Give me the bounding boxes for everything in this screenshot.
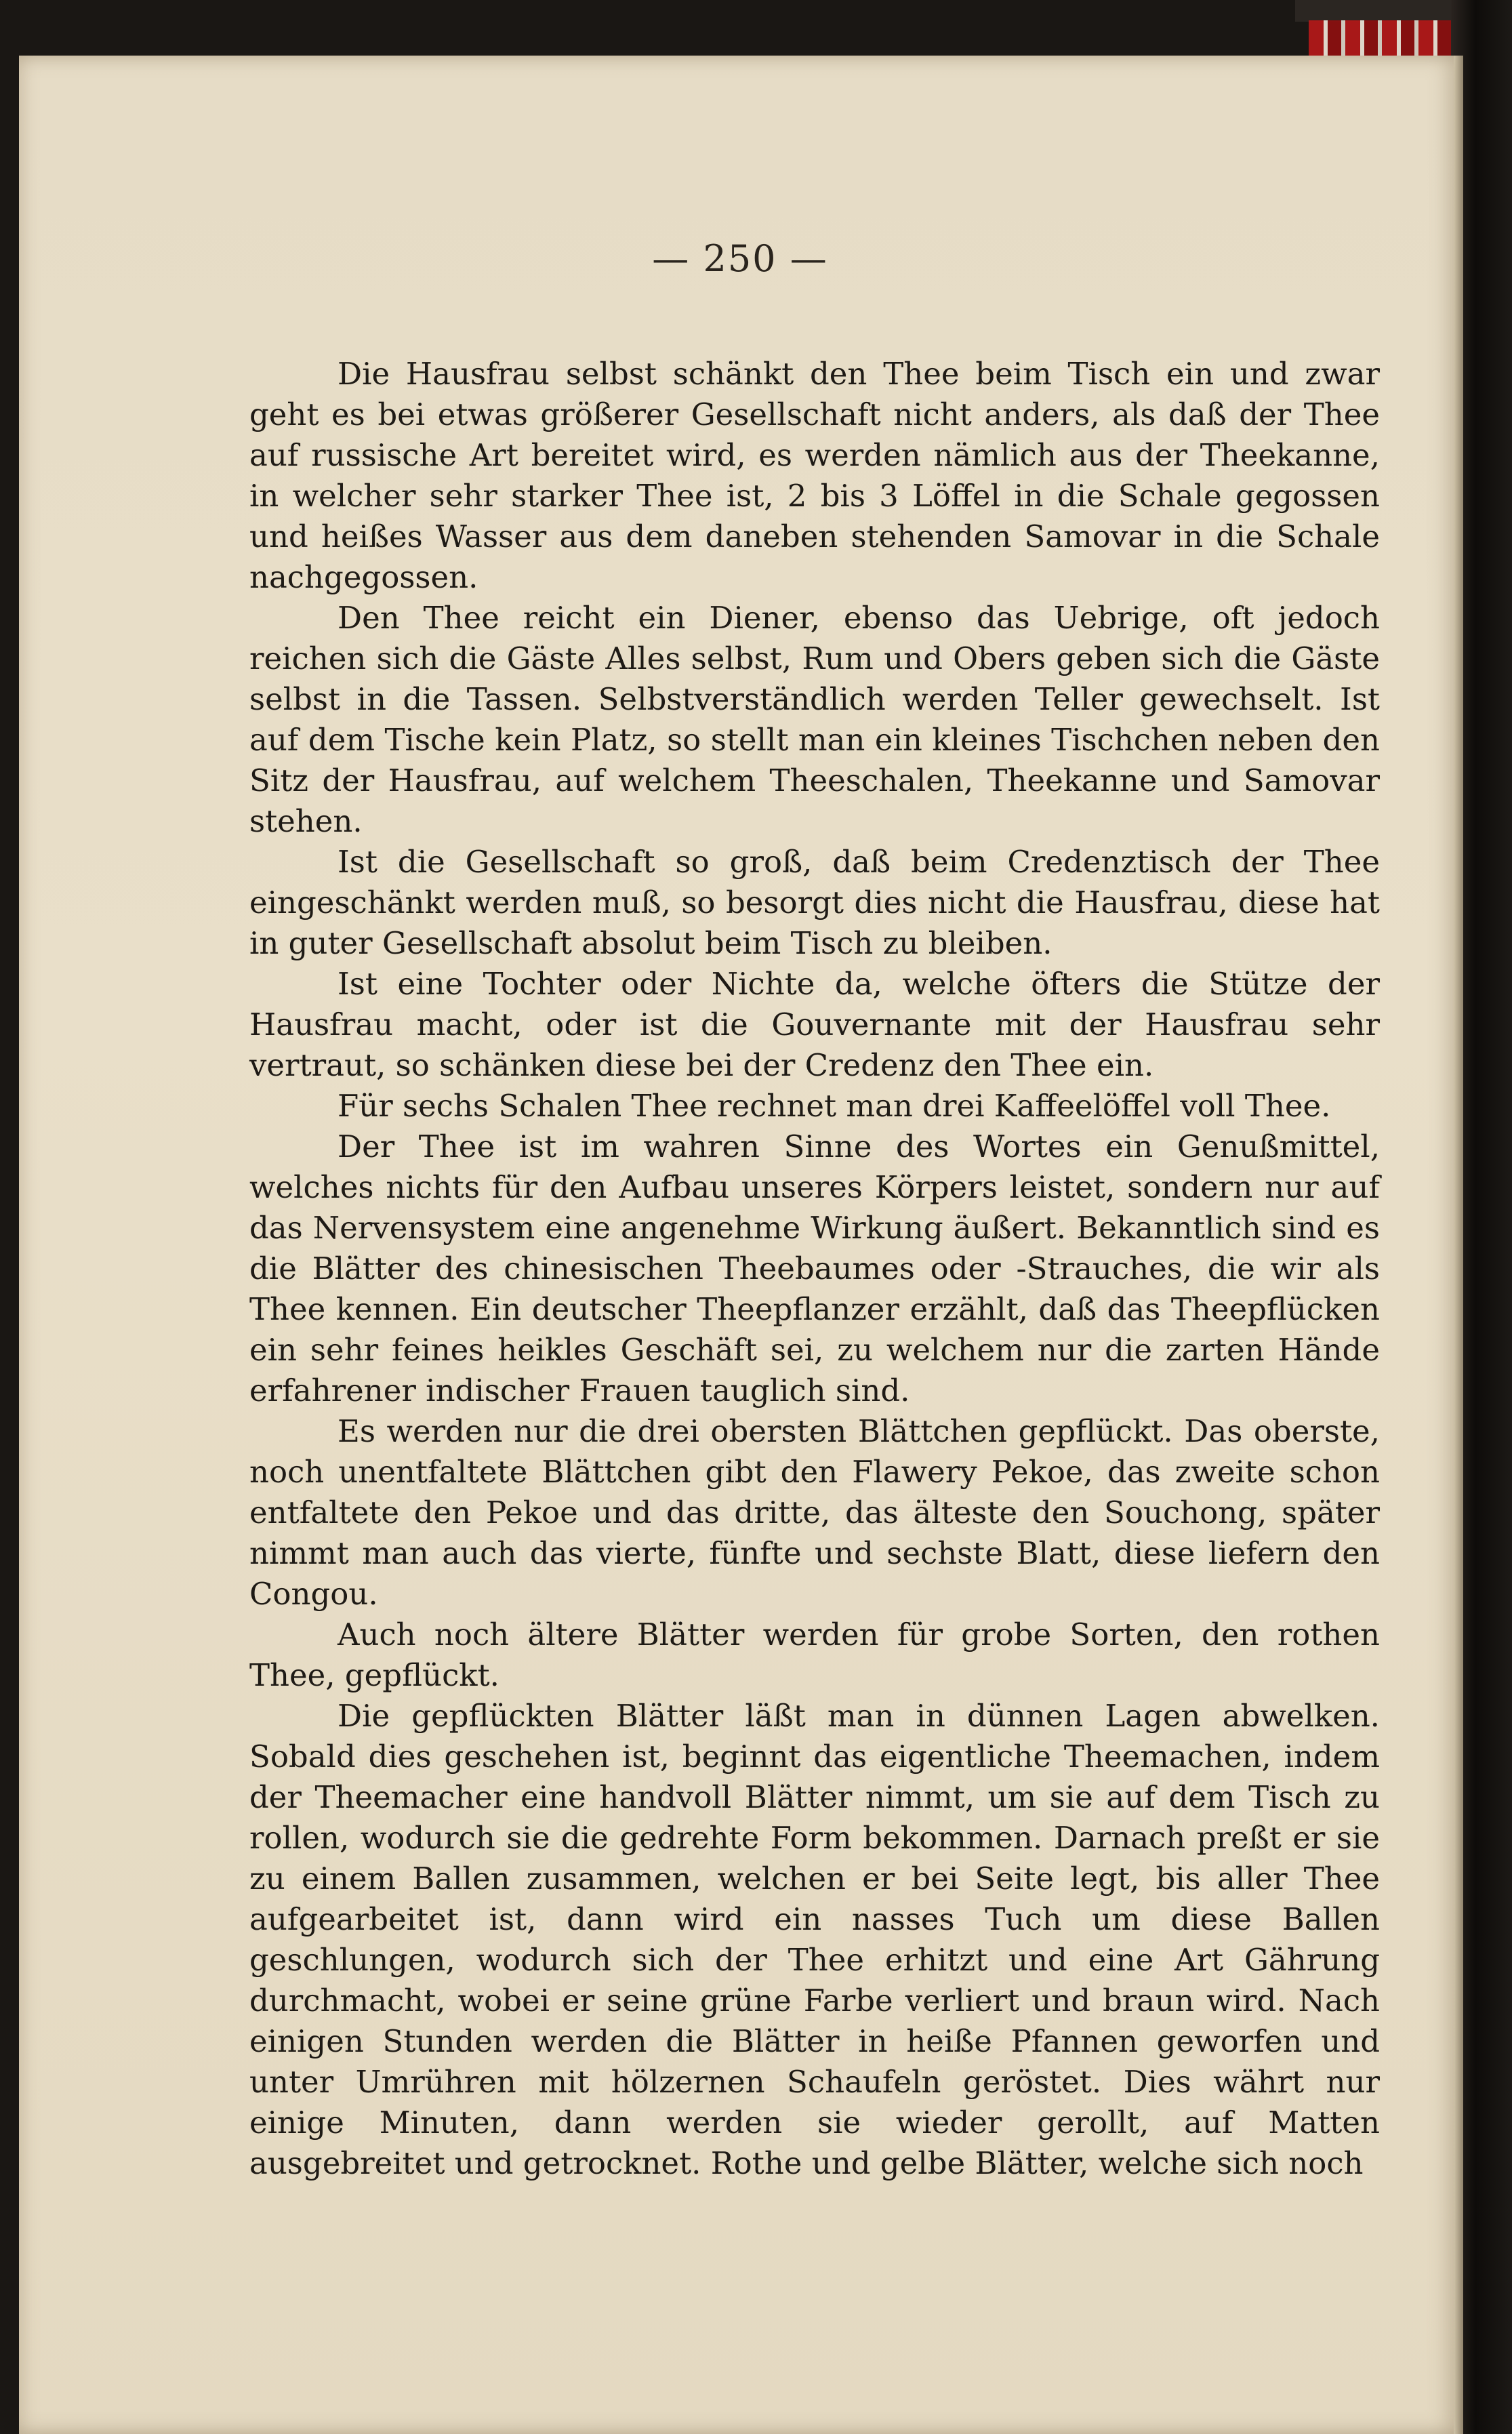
- paragraph: Ist eine Tochter oder Nichte da, welche öfters die Stütze der Hausfrau macht, oder ist die Gouvernante mit der Hausfrau sehr vertraut, so schänken diese bei der Credenz den Thee ein.: [249, 966, 1380, 1083]
- paragraph: Die gepflückten Blätter läßt man in dünnen Lagen abwelken. Sobald dies geschehen ist, beginnt das eigentliche Theemachen, indem der Theemacher eine handvoll Blätter nimmt, um sie auf dem Tisch zu rollen, wodurch sie die gedrehte Form bekommen. Darnach preßt er sie zu einem Ballen zusammen, welchen er bei Seite legt, bis aller Thee aufgearbeitet ist, dann wird ein nasses Tuch um diese Ballen geschlungen, wodurch sich der Thee erhitzt und eine Art Gährung durchmacht, wobei er seine grüne Farbe verliert und braun wird. Nach einigen Stunden werden die Blätter in heiße Pfannen geworfen und unter Umrühren mit hölzernen Schaufeln geröstet. Dies währt nur einige Minuten, dann werden sie wieder gerollt, auf Matten ausgebreitet und getrocknet. Rothe und gelbe Blätter, welche sich noch: [249, 1698, 1380, 2181]
- paragraph: Ist die Gesellschaft so groß, daß beim Credenztisch der Thee eingeschänkt werden muß, so besorgt dies nicht die Hausfrau, diese hat in guter Gesellschaft absolut beim Tisch zu bleiben.: [249, 844, 1380, 961]
- paragraph: Der Thee ist im wahren Sinne des Wortes ein Genußmittel, welches nichts für den Aufbau unseres Körpers leistet, sondern nur auf das Nervensystem eine angenehme Wirkung äußert. Bekanntlich sind es die Blätter des chinesischen Theebaumes oder -Strauches, die wir als Thee kennen. Ein deutscher Theepflanzer erzählt, daß das Theepflücken ein sehr feines heikles Geschäft sei, zu welchem nur die zarten Hände erfahrener indischer Frauen tauglich sind.: [249, 1129, 1380, 1408]
- paragraph: Den Thee reicht ein Diener, ebenso das Uebrige, oft jedoch reichen sich die Gäste Alles selbst, Rum und Obers geben sich die Gäste selbst in die Tassen. Selbstverständlich werden Teller gewechselt. Ist auf dem Tische kein Platz, so stellt man ein kleines Tischchen neben den Sitz der Hausfrau, auf welchem Theeschalen, Theekanne und Samovar stehen.: [249, 600, 1380, 839]
- paragraph: Die Hausfrau selbst schänkt den Thee beim Tisch ein und zwar geht es bei etwas größerer Gesellschaft nicht anders, als daß der Thee auf russische Art bereitet wird, es werden nämlich aus der Theekanne, in welcher sehr starker Thee ist, 2 bis 3 Löffel in die Schale gegossen und heißes Wasser aus dem daneben stehenden Samovar in die Schale nachgegossen.: [249, 356, 1380, 595]
- paragraph: Auch noch ältere Blätter werden für grobe Sorten, den rothen Thee, gepflückt.: [249, 1617, 1380, 1693]
- page-number: — 250 —: [652, 237, 828, 280]
- body-text: [249, 354, 1380, 2184]
- paragraph: Es werden nur die drei obersten Blättchen gepflückt. Das oberste, noch unentfaltete Blättchen gibt den Flawery Pekoe, das zweite schon entfaltete den Pekoe und das dritte, das älteste den Souchong, später nimmt man auch das vierte, fünfte und sechste Blatt, diese liefern den Congou.: [249, 1413, 1380, 1612]
- book-page: [19, 56, 1461, 2434]
- page-edge: [1454, 56, 1463, 2434]
- paragraph: Für sechs Schalen Thee rechnet man drei Kaffeelöffel voll Thee.: [338, 1088, 1331, 1124]
